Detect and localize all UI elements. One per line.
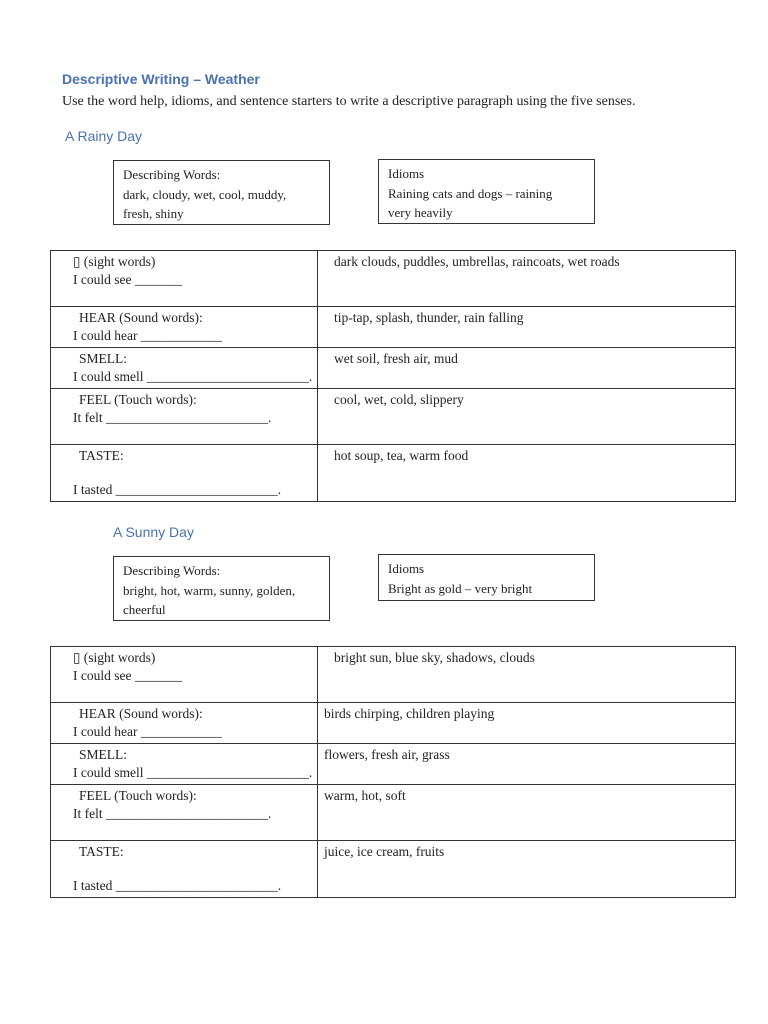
senses-table-sunny [50,646,736,898]
word-help-cell: warm, hot, soft [318,785,736,841]
table-row [51,445,736,502]
word-help-cell: juice, ice cream, fruits [318,841,736,898]
sense-label-taste: TASTE: [79,448,124,463]
table-row [51,703,736,744]
sense-label-feel: FEEL (Touch words): [79,392,197,407]
sentence-starter: I could smell ________________________. [73,369,313,384]
sense-cell [51,251,318,307]
describing-words-line: dark, cloudy, wet, cool, muddy, [123,186,287,202]
idioms-line: Bright as gold – very bright [388,580,533,596]
sense-cell [51,841,318,898]
sentence-starter: I could see _______ [73,668,183,683]
describing-words-box-sunny [113,556,330,621]
sentence-starter: I tasted ________________________. [73,878,282,893]
table-row [51,647,736,703]
sentence-starter: I could see _______ [73,272,183,287]
describing-words-box-rainy [113,160,330,225]
sense-cell [51,647,318,703]
sense-label-smell: SMELL: [79,351,128,366]
sense-label-hear: HEAR (Sound words): [79,310,203,325]
table-row [51,251,736,307]
sense-label-feel: FEEL (Touch words): [79,788,197,803]
sense-cell [51,389,318,445]
word-help-cell: cool, wet, cold, slippery [318,389,736,445]
table-row [51,785,736,841]
sense-cell [51,785,318,841]
senses-table-rainy [50,250,736,502]
describing-words-label: Describing Words: [123,563,221,578]
word-help-cell: wet soil, fresh air, mud [318,348,736,389]
table-row [51,744,736,785]
sentence-starter: I tasted ________________________. [73,482,282,497]
word-help-cell: dark clouds, puddles, umbrellas, raincoats, wet roads [318,251,736,307]
sense-cell [51,703,318,744]
word-help-cell: flowers, fresh air, grass [318,744,736,785]
sense-cell [51,445,318,502]
sense-label-hear: HEAR (Sound words): [79,706,203,721]
page-title: Descriptive Writing – Weather [62,71,260,87]
sense-cell [51,307,318,348]
sentence-starter: It felt ________________________. [73,410,272,425]
idioms-box-rainy [378,159,595,224]
word-help-cell: hot soup, tea, warm food [318,445,736,502]
sense-label-smell: SMELL: [79,747,128,762]
table-row [51,389,736,445]
word-help-cell: bright sun, blue sky, shadows, clouds [318,647,736,703]
idioms-box-sunny [378,554,595,601]
sense-cell [51,348,318,389]
sense-cell [51,744,318,785]
idioms-label: Idioms [388,561,425,576]
word-help-cell: birds chirping, children playing [318,703,736,744]
table-row [51,348,736,389]
idioms-line: Raining cats and dogs – raining [388,185,553,201]
sense-label-sight: ▯ (sight words) [73,254,156,269]
word-help-cell: tip-tap, splash, thunder, rain falling [318,307,736,348]
table-row [51,307,736,348]
describing-words-line: cheerful [123,602,166,617]
describing-words-label: Describing Words: [123,167,221,182]
sense-label-sight: ▯ (sight words) [73,650,156,665]
sentence-starter: I could hear ____________ [73,724,222,739]
table-row [51,841,736,898]
sentence-starter: It felt ________________________. [73,806,272,821]
instructions-text: Use the word help, idioms, and sentence starters to write a descriptive paragraph using the five senses. [62,94,636,109]
section-heading-sunny: A Sunny Day [113,524,194,540]
sentence-starter: I could hear ____________ [73,328,222,343]
sentence-starter: I could smell ________________________. [73,765,313,780]
section-heading-rainy: A Rainy Day [65,128,143,144]
describing-words-line: bright, hot, warm, sunny, golden, [123,582,296,598]
describing-words-line: fresh, shiny [123,206,184,221]
idioms-line: very heavily [388,205,453,220]
sense-label-taste: TASTE: [79,844,124,859]
idioms-label: Idioms [388,166,425,181]
